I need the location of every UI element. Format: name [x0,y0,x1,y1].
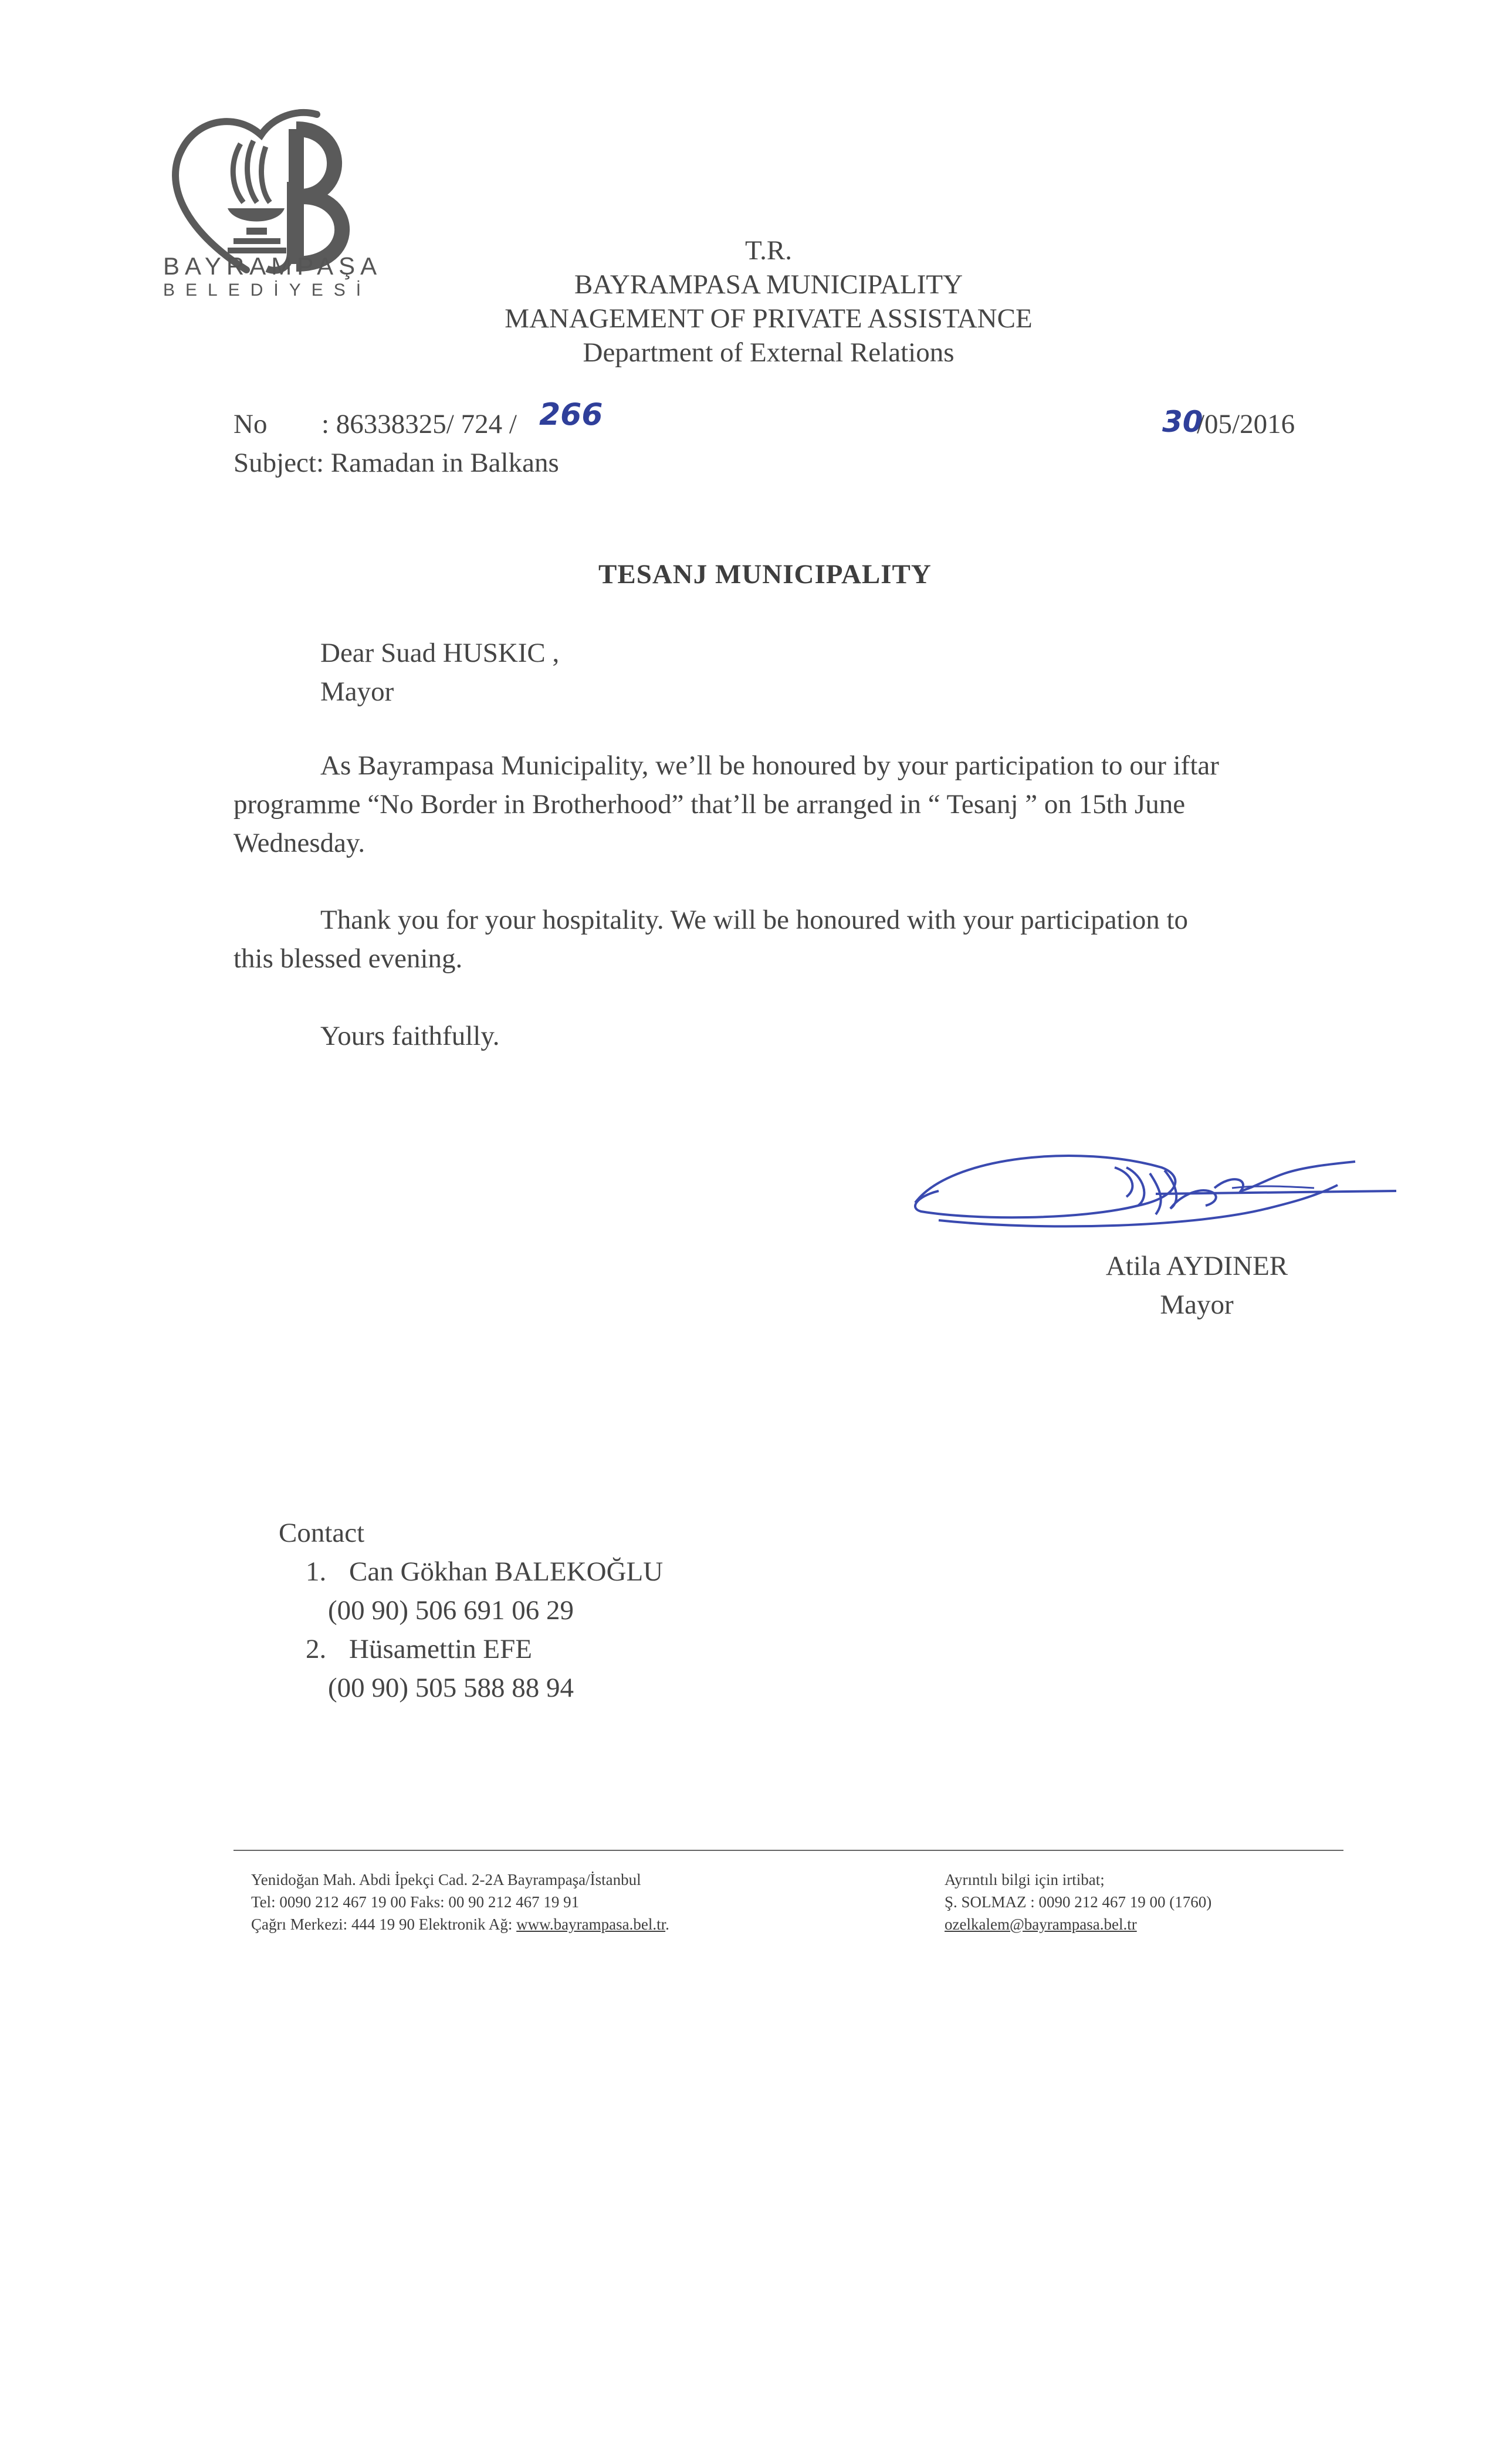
signer-title: Mayor [1160,1289,1234,1320]
footer-address [251,1869,669,1935]
logo-wordmark [163,252,383,300]
header-municipality: BAYRAMPASA MUNICIPALITY [574,269,963,300]
salutation-name: Dear Suad HUSKIC , [320,638,560,668]
paragraph-2-line-2: this blessed evening. [233,943,463,974]
salutation-title: Mayor [320,676,394,707]
date-day-handwritten: 30 [1162,405,1203,439]
reference-number-value: : 86338325/ 724 / [321,409,517,439]
closing: Yours faithfully. [320,1021,500,1051]
signature-icon [903,1132,1396,1250]
footer-address-line-1: Yenidoğan Mah. Abdi İpekçi Cad. 2-2A Bayrampaşa/İstanbul [251,1871,641,1888]
contact-item-name: Can Gökhan BALEKOĞLU [349,1556,664,1587]
footer-contact-info [945,1869,1211,1935]
contact-item-phone: (00 90) 505 588 88 94 [328,1673,574,1703]
footer-contact-person: Ş. SOLMAZ : 0090 212 467 19 00 (1760) [945,1893,1212,1911]
logo-line-1: BAYRAMPAŞA [163,252,383,280]
email-link[interactable]: ozelkalem@bayrampasa.bel.tr [945,1915,1137,1933]
paragraph-1-line-2: programme “No Border in Brotherhood” that’ll be arranged in “ Tesanj ” on 15th June [233,789,1186,820]
header-country: T.R. [744,235,793,266]
contact-item-phone: (00 90) 506 691 06 29 [328,1595,574,1626]
contact-label: Contact [279,1518,365,1548]
recipient-heading: TESANJ MUNICIPALITY [598,559,932,590]
body-paragraph-1 [233,746,1326,862]
contact-item-number: 2. [306,1634,327,1664]
header-management: MANAGEMENT OF PRIVATE ASSISTANCE [505,303,1033,334]
salutation [320,634,559,711]
website-link[interactable]: www.bayrampasa.bel.tr [516,1915,666,1933]
signer-block [1033,1247,1361,1324]
header-department: Department of External Relations [583,337,955,368]
paragraph-1-line-1: As Bayrampasa Municipality, we’ll be honoured by your participation to our iftar [320,750,1219,781]
subject-line: Subject: Ramadan in Balkans [233,448,559,478]
body-paragraph-2 [233,901,1326,978]
reference-number-label: No [233,409,268,439]
paragraph-1-line-3: Wednesday. [233,828,365,858]
signer-name: Atila AYDINER [1105,1251,1288,1281]
footer-call-center-text: Çağrı Merkezi: 444 19 90 Elektronik Ağ: [251,1915,517,1933]
date-printed: /05/2016 [1197,409,1295,439]
contact-item-name: Hüsamettin EFE [349,1634,532,1664]
footer-info-heading: Ayrıntılı bilgi için irtibat; [945,1871,1105,1888]
reference-number-handwritten: 266 [539,397,603,432]
handwritten-signature [903,1132,1396,1250]
contact-item-number: 1. [306,1556,327,1587]
footer-call-center-line [251,1913,669,1935]
footer-period: . [665,1915,669,1933]
footer-divider [233,1850,1343,1851]
footer-phone-line: Tel: 0090 212 467 19 00 Faks: 00 90 212 467 19 91 [251,1893,580,1911]
letter-header [458,233,1079,370]
logo-line-2: BELEDİYESİ [163,280,372,300]
paragraph-2-line-1: Thank you for your hospitality. We will be honoured with your participation to [320,905,1189,935]
